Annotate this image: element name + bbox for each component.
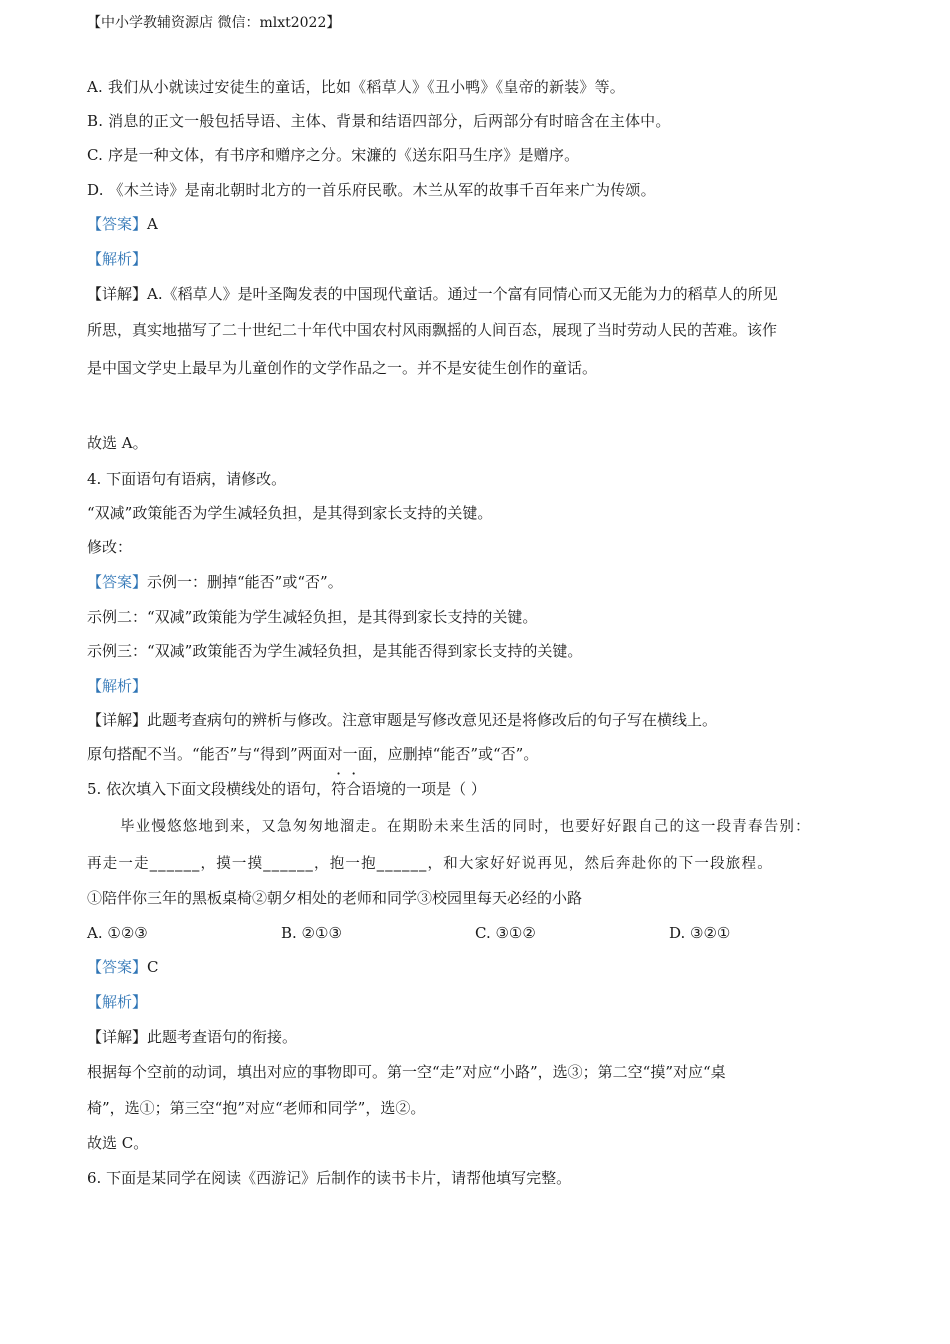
answer-example-1: 示例一：删掉“能否”或“否”。 bbox=[147, 573, 343, 591]
q5-detail-line-2: 根据每个空前的动词，填出对应的事物即可。第一空“走”对应“小路”，选③；第二空“摸”对应“桌 bbox=[87, 1063, 726, 1081]
page-header: 【中小学教辅资源店 微信：mlxt2022】 bbox=[87, 15, 341, 31]
q4-stem: 4. 下面语句有语病，请修改。 bbox=[87, 470, 287, 488]
answer-tag: 【答案】 bbox=[87, 215, 148, 233]
q5-option-c: C. ③①② bbox=[475, 924, 536, 942]
q4-sentence: “双减”政策能否为学生减轻负担，是其得到家长支持的关键。 bbox=[87, 504, 493, 522]
q5-stem bbox=[87, 779, 486, 799]
answer-tag: 【答案】 bbox=[87, 958, 148, 976]
q3-analysis-tag: 【解析】 bbox=[87, 250, 148, 268]
answer-tag: 【答案】 bbox=[87, 573, 148, 591]
q4-analysis-tag: 【解析】 bbox=[87, 677, 148, 695]
q3-option-b: B. 消息的正文一般包括导语、主体、背景和结语四部分，后两部分有时暗含在主体中。 bbox=[87, 112, 671, 130]
answer-value: C bbox=[147, 958, 159, 976]
q3-answer bbox=[87, 214, 158, 234]
q3-conclusion: 故选 A。 bbox=[87, 434, 148, 452]
stem-text-before: 5. 依次填入下面文段横线处的语句， bbox=[87, 780, 332, 798]
detail-tag: 【详解】 bbox=[87, 1028, 148, 1046]
q5-analysis-tag: 【解析】 bbox=[87, 993, 148, 1011]
q5-options bbox=[87, 923, 867, 943]
detail-tag: 【详解】 bbox=[87, 285, 148, 303]
q3-option-c: C. 序是一种文体，有书序和赠序之分。宋濂的《送东阳马生序》是赠序。 bbox=[87, 146, 580, 164]
q3-option-a: A. 我们从小就读过安徒生的童话，比如《稻草人》《丑小鸭》《皇帝的新装》等。 bbox=[87, 78, 625, 96]
detail-text: 此题考查语句的衔接。 bbox=[147, 1028, 298, 1046]
detail-text: 此题考查病句的辨析与修改。注意审题是写修改意见还是将修改后的句子写在横线上。 bbox=[147, 711, 718, 729]
detail-text: A.《稻草人》是叶圣陶发表的中国现代童话。通过一个富有同情心而又无能为力的稻草人的所见 bbox=[147, 285, 778, 303]
q5-passage-line-1: 毕业慢悠悠地到来，又急匆匆地溜走。在期盼未来生活的同时，也要好好跟自己的这一段青春告别： bbox=[120, 819, 811, 835]
q5-passage-line-2: 再走一走______，摸一摸______，抱一抱______，和大家好好说再见，然后奔赴你的下一段旅程。 bbox=[87, 856, 773, 872]
q4-answer-example-3: 示例三：“双减”政策能否为学生减轻负担，是其能否得到家长支持的关键。 bbox=[87, 642, 583, 660]
q3-detail-line-1 bbox=[87, 284, 778, 304]
q5-conclusion: 故选 C。 bbox=[87, 1134, 149, 1152]
q4-answer bbox=[87, 572, 343, 592]
q3-detail-line-2: 所思，真实地描写了二十世纪二十年代中国农村风雨飘摇的人间百态，展现了当时劳动人民的苦难。该作 bbox=[87, 321, 778, 339]
stem-text-after: 语境的一项是（ ） bbox=[361, 780, 486, 798]
answer-value: A bbox=[147, 215, 158, 233]
q4-detail-line-2: 原句搭配不当。“能否”与“得到”两面对一面，应删掉“能否”或“否”。 bbox=[87, 745, 539, 763]
q3-option-d: D. 《木兰诗》是南北朝时北方的一首乐府民歌。木兰从军的故事千百年来广为传颂。 bbox=[87, 181, 656, 199]
q5-detail-line-1 bbox=[87, 1027, 297, 1047]
q5-answer bbox=[87, 957, 159, 977]
q4-modify-label: 修改： bbox=[87, 538, 133, 556]
q6-stem: 6. 下面是某同学在阅读《西游记》后制作的读书卡片，请帮他填写完整。 bbox=[87, 1169, 572, 1187]
q5-detail-line-3: 椅”，选①；第三空“抱”对应“老师和同学”，选②。 bbox=[87, 1099, 426, 1117]
detail-tag: 【详解】 bbox=[87, 711, 148, 729]
emphasis-dot-char-1: 符 bbox=[331, 780, 347, 798]
q4-detail-line-1 bbox=[87, 710, 717, 730]
emphasis-dot-char-2: 合 bbox=[346, 780, 362, 798]
q5-option-a: A. ①②③ bbox=[87, 924, 148, 942]
q5-option-b: B. ②①③ bbox=[281, 924, 342, 942]
q5-items: ①陪伴你三年的黑板桌椅②朝夕相处的老师和同学③校园里每天必经的小路 bbox=[87, 889, 583, 907]
q5-option-d: D. ③②① bbox=[669, 924, 731, 942]
q3-detail-line-3: 是中国文学史上最早为儿童创作的文学作品之一。并不是安徒生创作的童话。 bbox=[87, 359, 598, 377]
q4-answer-example-2: 示例二：“双减”政策能为学生减轻负担，是其得到家长支持的关键。 bbox=[87, 608, 538, 626]
